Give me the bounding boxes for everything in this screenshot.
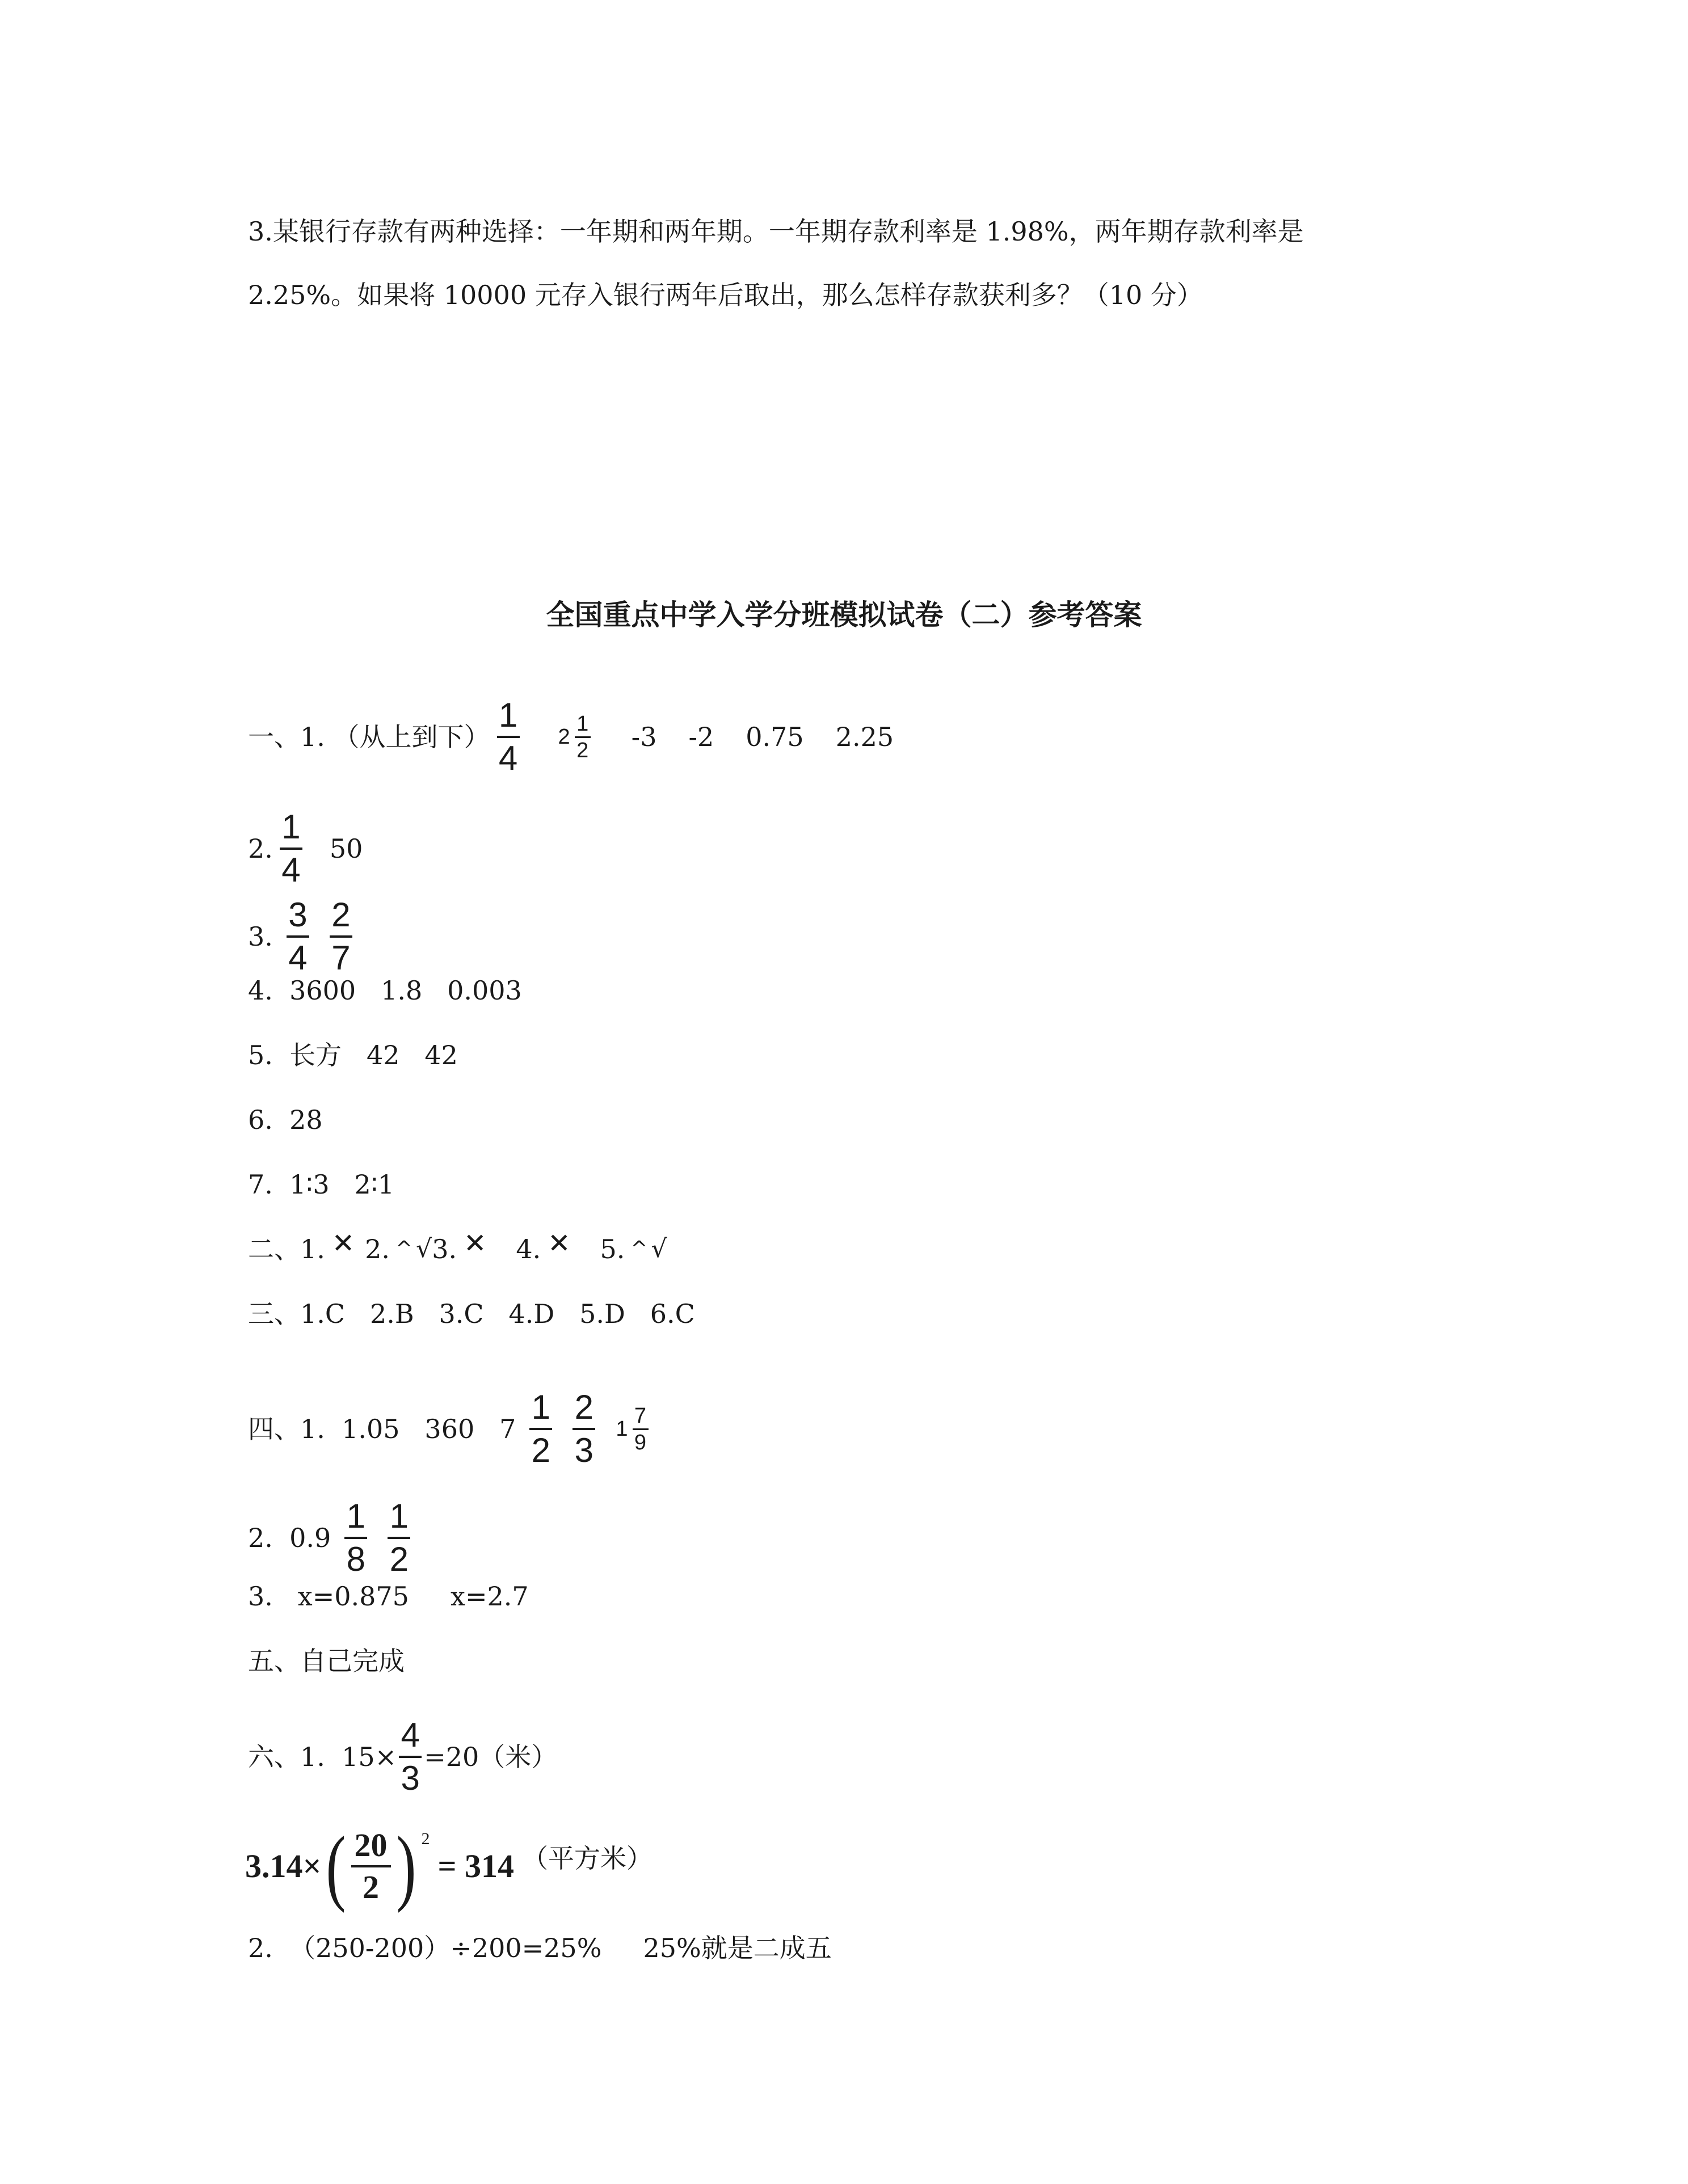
answer-s1-q3: 3. $\frac{3}{4}$ $\frac{2}{7}$ bbox=[248, 896, 359, 977]
fraction: $\frac{20}{2}$ bbox=[351, 1827, 391, 1905]
check-icon: √ bbox=[416, 1234, 432, 1263]
question-line-2: 2.25%。如果将 10000 元存入银行两年后取出，那么怎样存款获利多？（10 分） bbox=[248, 280, 1203, 310]
answer-s5: 五、自己完成 bbox=[248, 1646, 405, 1676]
fraction: $\frac{1}{2}$ bbox=[388, 1498, 410, 1578]
answers-title: 全国重点中学入学分班模拟试卷（二）参考答案 bbox=[546, 598, 1142, 631]
answer-s1-q5: 5. 长方 42 42 bbox=[248, 1040, 458, 1070]
fraction: $\frac{2}{7}$ bbox=[330, 896, 352, 977]
mixed-number: 1 $\frac{7}{9}$ bbox=[616, 1405, 651, 1454]
fraction: $\frac{3}{4}$ bbox=[287, 896, 309, 977]
area-formula: 3.14× ( $\frac{20}{2}$ ) 2 = 314 bbox=[245, 1819, 515, 1913]
mixed-number: 2 $\frac{1}{2}$ bbox=[558, 712, 594, 762]
cross-icon: ✕ bbox=[331, 1228, 355, 1259]
answer-s6-q1: 六、1. 15× $\frac{4}{3}$ =20（米） bbox=[248, 1716, 558, 1797]
answer-s4-q1: 四、1. 1.05 360 7 $\frac{1}{2}$ $\frac{2}{3}$ 1 $\frac{7}{9}$ bbox=[248, 1389, 658, 1469]
fraction: $\frac{1}{2}$ bbox=[529, 1389, 552, 1469]
answer-s6-q1-area: 3.14× ( $\frac{20}{2}$ ) 2 = 314 （平方米） bbox=[245, 1819, 653, 1913]
answer-s4-q3: 3. x=0.875 x=2.7 bbox=[248, 1581, 529, 1612]
cross-icon: ✕ bbox=[548, 1228, 571, 1259]
answer-s6-q2: 2. （250-200）÷200=25% 25%就是二成五 bbox=[248, 1933, 832, 1963]
answer-s3: 三、1.C 2.B 3.C 4.D 5.D 6.C bbox=[248, 1298, 695, 1329]
fraction: $\frac{4}{3}$ bbox=[399, 1717, 422, 1797]
answer-s1-q1: 一、1. （从上到下） $\frac{1}{4}$ 2 $\frac{1}{2}$ -3 -2 0.75 2.25 bbox=[248, 696, 894, 777]
check-icon: √ bbox=[651, 1234, 667, 1263]
cross-icon: ✕ bbox=[464, 1228, 487, 1259]
answer-s2: 二、1. ✕ 2. ^ √ 3. ✕ 4. ✕ 5. ^ √ bbox=[248, 1232, 667, 1266]
answer-s1-q4: 4. 3600 1.8 0.003 bbox=[248, 975, 522, 1006]
fraction: $\frac{2}{3}$ bbox=[573, 1389, 595, 1469]
fraction: $\frac{1}{4}$ bbox=[497, 697, 520, 777]
caret-icon: ^ bbox=[630, 1237, 648, 1260]
fraction: $\frac{1}{4}$ bbox=[280, 808, 302, 889]
question-line-1: 3.某银行存款有两种选择：一年期和两年期。一年期存款利率是 1.98%，两年期存款利率是 bbox=[248, 216, 1304, 247]
fraction: $\frac{1}{8}$ bbox=[344, 1498, 367, 1578]
caret-icon: ^ bbox=[395, 1237, 413, 1260]
answer-s1-q7: 7. 1∶3 2∶1 bbox=[248, 1169, 395, 1200]
answer-s4-q2: 2. 0.9 $\frac{1}{8}$ $\frac{1}{2}$ bbox=[248, 1498, 417, 1578]
answer-s1-q6: 6. 28 bbox=[248, 1104, 323, 1135]
answer-s1-q2: 2. $\frac{1}{4}$ 50 bbox=[248, 808, 363, 889]
